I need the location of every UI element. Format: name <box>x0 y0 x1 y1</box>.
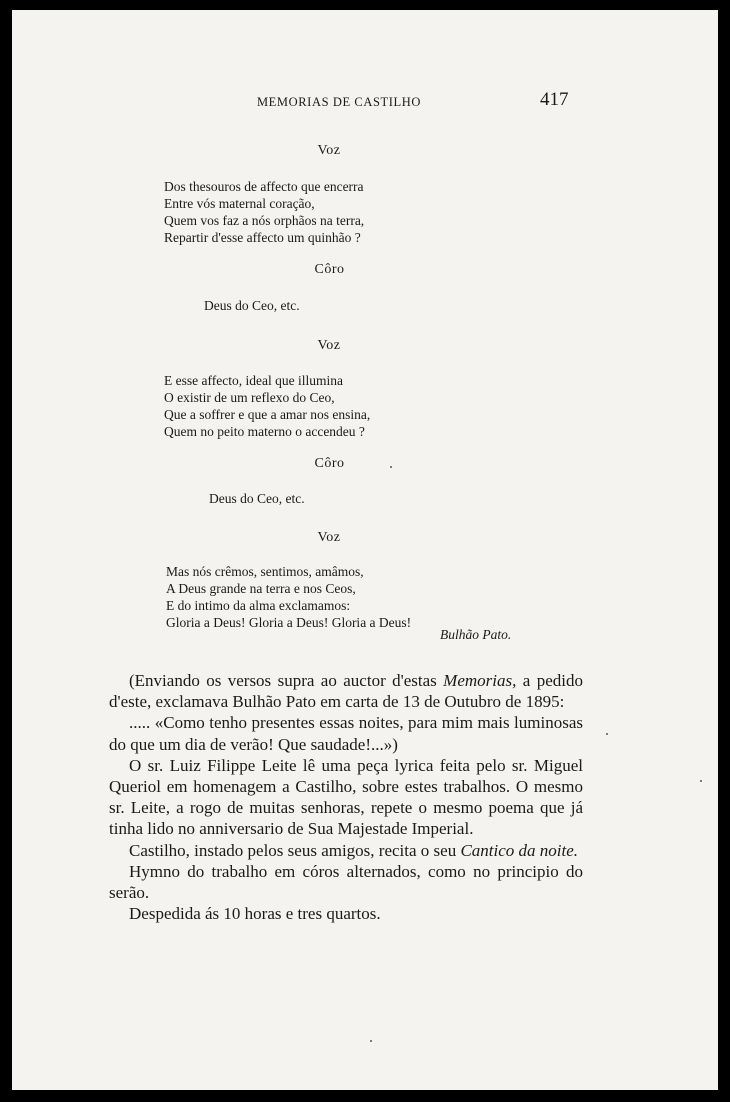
running-title: MEMORIAS DE CASTILHO <box>256 95 422 109</box>
heading-voz-3: Voz <box>317 530 341 545</box>
heading-voz-2: Voz <box>317 338 341 353</box>
verse-line: A Deus grande na terra e nos Ceos, <box>166 581 356 596</box>
verse-line: Mas nós crêmos, sentimos, amâmos, <box>166 564 364 579</box>
verse-line: Que a soffrer e que a amar nos ensina, <box>164 407 371 422</box>
refrain-1: Deus do Ceo, etc. <box>204 298 300 313</box>
verse-line: Quem no peito materno o accendeu ? <box>164 424 365 439</box>
page-number: 417 <box>540 89 569 110</box>
stanza-3 <box>166 563 411 631</box>
italic-title: Cantico da noite. <box>460 840 579 860</box>
heading-voz-1: Voz <box>317 143 341 158</box>
paragraph: (Enviando os versos supra ao auctor d'estas Memorias, a pedido d'este, exclamava Bulhão Pato em carta de 13 de Outubro de 1895: <box>109 671 583 712</box>
paragraph: Despedida ás 10 horas e tres quartos. <box>129 904 381 924</box>
verse-line: Repartir d'esse affecto um quinhão ? <box>164 230 361 245</box>
stanza-1 <box>164 178 364 246</box>
heading-coro-1: Côro <box>314 262 345 277</box>
verse-line: O existir de um reflexo do Ceo, <box>164 390 335 405</box>
paragraph: ..... «Como tenho presentes essas noites, para mim mais luminosas do que um dia de verão! Que saudade!...») <box>109 713 583 754</box>
print-speck <box>606 733 608 735</box>
stanza-2 <box>164 372 370 440</box>
print-speck <box>370 1040 372 1042</box>
prose-body <box>109 670 583 924</box>
verse-line: E do intimo da alma exclamamos: <box>166 598 351 613</box>
paragraph: O sr. Luiz Filippe Leite lê uma peça lyrica feita pelo sr. Miguel Queriol em homenagem a Castilho, sobre estes trabalhos. O mesmo sr. Leite, a rogo de muitas senhoras, repete o mesmo poema que já tinha lido no anniversario de Sua Majestade Imperial. <box>109 755 583 839</box>
book-page <box>12 10 718 1090</box>
verse-line: Gloria a Deus! Gloria a Deus! Gloria a Deus! <box>166 615 412 630</box>
heading-coro-2: Côro <box>314 456 345 471</box>
print-speck <box>390 466 392 468</box>
verse-line: Dos thesouros de affecto que encerra <box>164 179 364 194</box>
poem-signature: Bulhão Pato. <box>440 627 512 642</box>
verse-line: Entre vós maternal coração, <box>164 196 315 211</box>
refrain-2: Deus do Ceo, etc. <box>209 491 305 506</box>
paragraph: Hymno do trabalho em córos alternados, como no principio do serão. <box>109 861 583 903</box>
italic-title: Memorias, <box>443 671 517 690</box>
verse-line: Quem vos faz a nós orphãos na terra, <box>164 213 365 228</box>
verse-line: E esse affecto, ideal que illumina <box>164 373 343 388</box>
paragraph: Castilho, instado pelos seus amigos, recita o seu Cantico da noite. <box>129 840 579 860</box>
print-speck <box>700 780 702 782</box>
